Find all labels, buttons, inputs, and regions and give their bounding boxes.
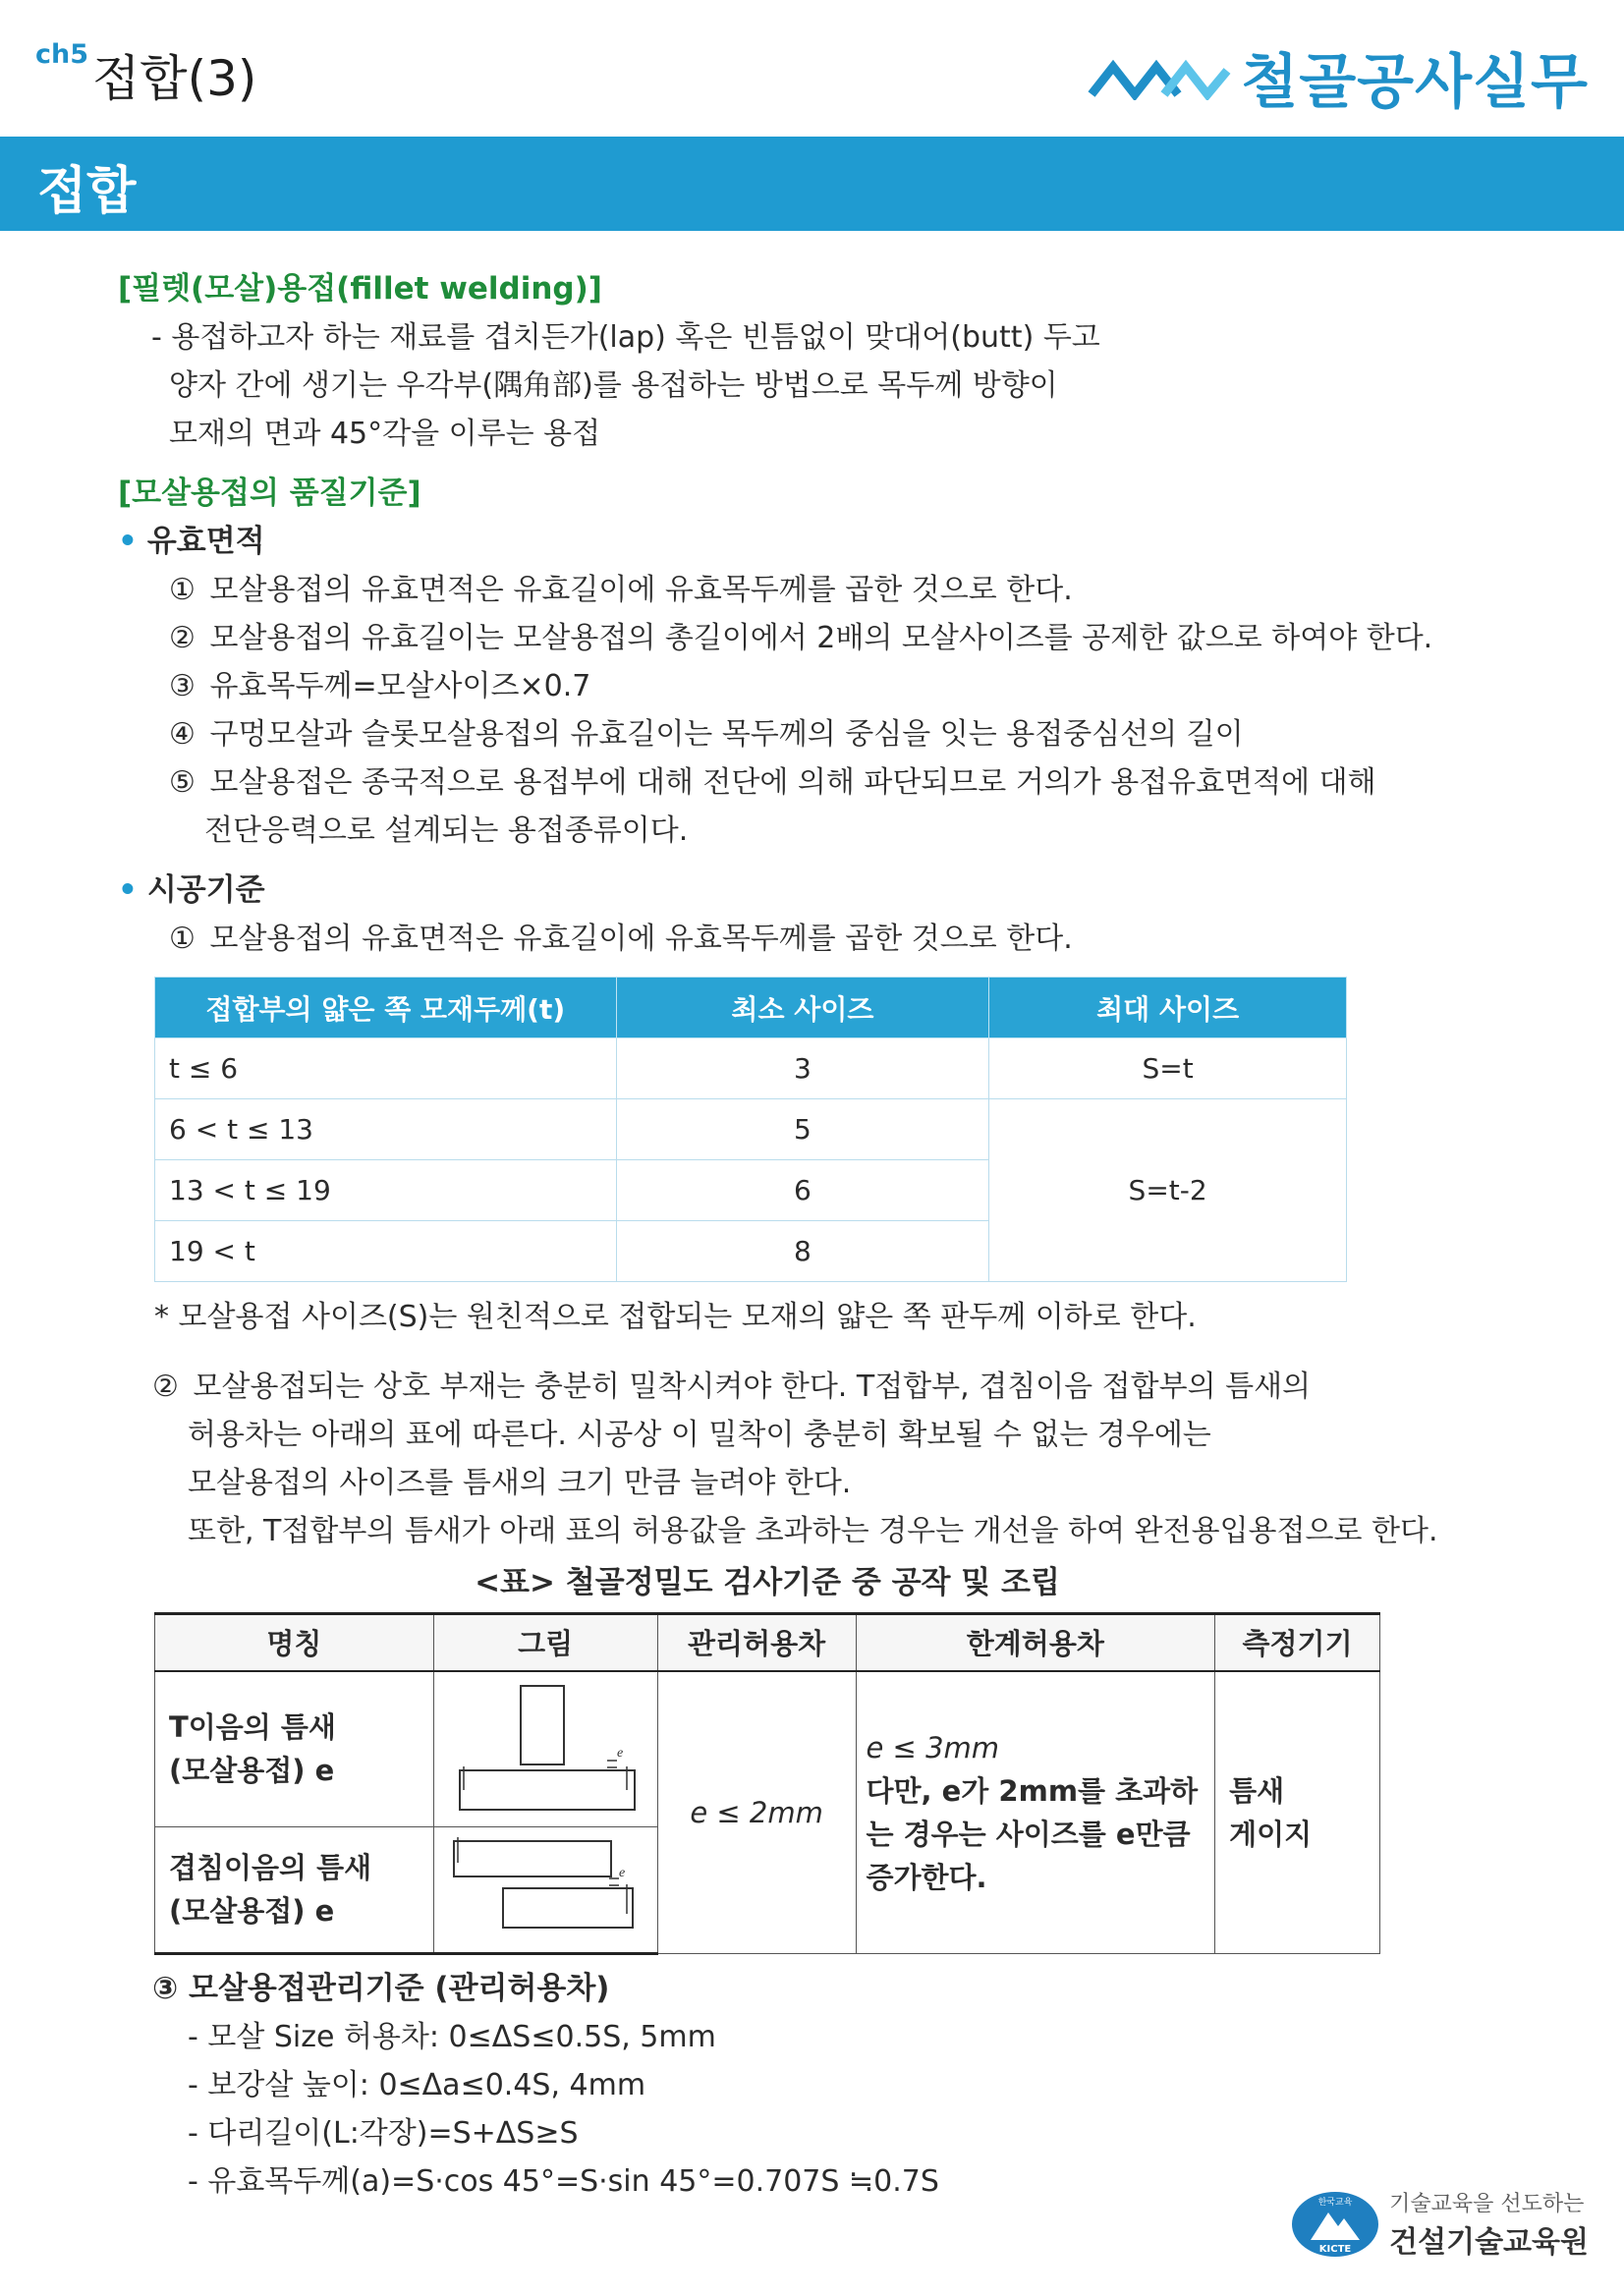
footer-logo [1289,2187,1589,2261]
chapter-label: ch5 [35,39,89,70]
figure-label: e [618,1865,625,1880]
kicte-emblem-icon [1289,2189,1381,2260]
table-cell: S=t [989,1038,1347,1099]
management-tolerance: e ≤ 2mm [657,1671,856,1954]
bullet-dot-icon: • [118,872,138,908]
content-body [118,265,1493,963]
brand-name: 철골공사실무 [1241,48,1589,117]
table-cell: 19 < t [155,1221,617,1282]
t-joint-diagram [434,1672,656,1820]
criteria-line: - 보강살 높이: 0≤Δa≤0.4S, 4mm [188,2068,646,2102]
column-header: 명칭 [155,1614,434,1671]
column-header: 최대 사이즈 [989,978,1347,1038]
table-header-row [155,978,1347,1038]
fillet-line: - 용접하고자 하는 재료를 겹치든가(lap) 혹은 빈틈없이 맞대어(butt) 두고 [151,320,1100,355]
limit-tolerance: e ≤ 3mm 다만, e가 2mm를 초과하 는 경우는 사이즈를 e만큼 증가한다. [856,1671,1215,1954]
table-cell: t ≤ 6 [155,1038,617,1099]
quality-heading: [모살용접의 품질기준] [118,476,421,511]
list-item: ① 모살용접의 유효면적은 유효길이에 유효목두께를 곱한 것으로 한다. [169,922,1073,956]
list-item: ③ 유효목두께=모살사이즈×0.7 [169,669,591,703]
bullet-construction-standard: • 시공기준 [118,872,265,908]
figure-label: e [616,1745,623,1761]
criteria-line: - 다리길이(L:각장)=S+ΔS≥S [188,2116,579,2151]
list-item: ⑤ 모살용접은 종국적으로 용접부에 대해 전단에 의해 파단되므로 거의가 용접유효면적에 대해 [169,765,1376,800]
measuring-device: 틈새 게이지 [1215,1671,1380,1954]
bullet-effective-area: • 유효면적 [118,524,265,559]
column-header: 한계허용차 [856,1614,1215,1671]
fillet-line: 양자 간에 생기는 우각부(隅角部)를 용접하는 방법으로 목두께 방향이 [169,368,1058,403]
paragraph-line: ② 모살용접되는 상호 부재는 충분히 밀착시켜야 한다. T접합부, 겹침이음 접합부의 틈새의 [152,1370,1312,1404]
table-cell: 8 [616,1221,989,1282]
section-banner [0,137,1624,231]
gap-paragraph [152,1363,1469,1555]
table-row [155,1038,1347,1099]
column-header: 최소 사이즈 [616,978,989,1038]
criteria-line: - 유효목두께(a)=S·cos 45°=S·sin 45°=0.707S ≒0.7S [188,2164,939,2199]
table-cell: 6 [616,1160,989,1221]
footer-tagline: 기술교육을 선도하는 [1389,2192,1585,2216]
figure-cell [433,1671,657,1827]
criteria-line: - 모살 Size 허용차: 0≤ΔS≤0.5S, 5mm [188,2020,716,2054]
table-caption: <표> 철골정밀도 검사기준 중 공작 및 조립 [475,1565,1060,1600]
emblem-text: KICTE [1318,2243,1352,2255]
list-item: ① 모살용접의 유효면적은 유효길이에 유효목두께를 곱한 것으로 한다. [169,573,1073,607]
column-header: 측정기기 [1215,1614,1380,1671]
list-item-continuation: 전단응력으로 설계되는 용접종류이다. [204,813,689,848]
paragraph-line: 또한, T접합부의 틈새가 아래 표의 허용값을 초과하는 경우는 개선을 하여 완전용입용접으로 한다. [188,1514,1438,1548]
fillet-size-table [154,977,1347,1282]
table-cell: 6 < t ≤ 13 [155,1099,617,1160]
wave-logo-icon [1088,55,1231,100]
fillet-heading: [필렛(모살)용접(fillet welding)] [118,271,602,307]
table-row [155,1099,1347,1160]
column-header: 접합부의 얇은 쪽 모재두께(t) [155,978,617,1038]
table-header-row [155,1614,1380,1671]
inspection-table [154,1612,1380,1955]
lap-joint-diagram [434,1827,656,1945]
column-header: 그림 [433,1614,657,1671]
row-name: T이음의 틈새 (모살용접) e [155,1671,434,1827]
brand-logo [1088,35,1589,120]
list-item: ④ 구멍모살과 슬롯모살용접의 유효길이는 목두께의 중심을 잇는 용접중심선의 길이 [169,717,1244,752]
page-title: 접합(3) [92,50,257,107]
column-header: 관리허용차 [657,1614,856,1671]
banner-title: 접합 [37,162,137,221]
row-name: 겹침이음의 틈새 (모살용접) e [155,1826,434,1953]
footer-org: 건설기술교육원 [1389,2225,1589,2260]
paragraph-line: 모살용접의 사이즈를 틈새의 크기 만큼 늘려야 한다. [188,1466,852,1500]
figure-cell [433,1826,657,1953]
criteria-heading: ③ 모살용접관리기준 (관리허용차) [152,1971,610,2006]
table-cell: 13 < t ≤ 19 [155,1160,617,1221]
table-cell: 5 [616,1099,989,1160]
paragraph-line: 허용차는 아래의 표에 따른다. 시공상 이 밀착이 충분히 확보될 수 없는 경우에는 [188,1418,1211,1452]
list-item: ② 모살용접의 유효길이는 모살용접의 총길이에서 2배의 모살사이즈를 공제한 값으로 하여야 한다. [169,621,1433,655]
table-cell-merged: S=t-2 [989,1099,1347,1282]
management-criteria [152,1965,1429,2206]
table-note: * 모살용접 사이즈(S)는 원친적으로 접합되는 모재의 얇은 쪽 판두께 이하로 한다. [154,1300,1197,1334]
table-row [155,1671,1380,1827]
bullet-dot-icon: • [118,524,138,559]
table-cell: 3 [616,1038,989,1099]
fillet-line: 모재의 면과 45°각을 이루는 용접 [169,417,601,451]
emblem-top-text: 한국교육 [1317,2197,1353,2208]
